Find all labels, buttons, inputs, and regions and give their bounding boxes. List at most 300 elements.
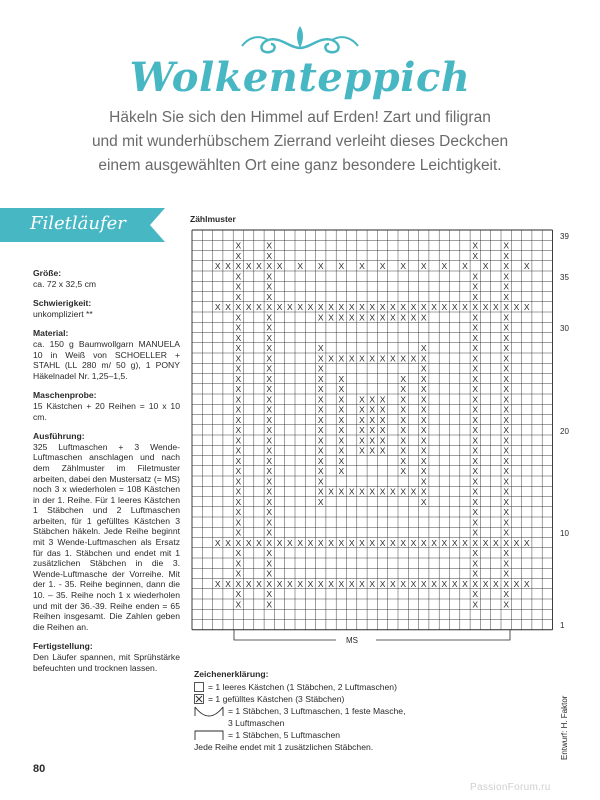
filled-cell: X [359, 353, 365, 364]
filled-cell: X [431, 302, 437, 313]
filled-cell: X [379, 261, 386, 272]
filled-cell: X [235, 353, 242, 364]
page-title: Wolkenteppich [129, 54, 471, 101]
row-number-1: 1 [560, 621, 565, 630]
info-text: Den Läufer spannen, mit Sprühstärke befeuchten und trocknen lassen. [33, 652, 180, 673]
filled-cell: X [369, 578, 376, 589]
filled-cell: X [266, 425, 273, 436]
filled-cell: X [410, 537, 417, 548]
filled-cell: X [400, 353, 406, 364]
info-difficulty [33, 298, 180, 319]
filled-cell: X [523, 302, 530, 313]
filled-cell: X [493, 578, 499, 589]
filled-cell: X [338, 394, 345, 405]
info-text: ca. 72 x 32,5 cm [33, 278, 97, 289]
filled-cell: X [266, 435, 273, 446]
filled-cell: X [348, 537, 355, 548]
filled-cell: X [287, 578, 293, 589]
filled-cell: X [338, 404, 345, 415]
filled-cell: X [235, 445, 242, 456]
filled-cell: X [235, 384, 242, 395]
filled-cell: X [441, 261, 448, 272]
filled-cell: X [503, 578, 509, 589]
filled-cell: X [235, 312, 242, 323]
legend [194, 668, 554, 753]
legend-row-filled [194, 693, 554, 705]
filled-cell: X [503, 281, 509, 292]
filled-cell: X [390, 578, 396, 589]
filled-cell: X [379, 404, 386, 415]
filled-cell: X [338, 537, 345, 548]
info-execution [33, 431, 180, 632]
filled-cell: X [482, 578, 489, 589]
filled-cell: X [266, 240, 273, 251]
filled-cell: X [225, 261, 231, 272]
filled-cell: X [462, 302, 468, 313]
filled-cell: X [420, 578, 427, 589]
filled-cell: X [235, 363, 242, 374]
filled-cell: X [503, 394, 509, 405]
filled-cell: X [338, 384, 345, 395]
filled-cell: X [266, 414, 273, 425]
filled-cell: X [379, 445, 386, 456]
filled-cell: X [379, 394, 386, 405]
filled-cell: X [328, 302, 334, 313]
filled-cell: X [390, 302, 396, 313]
filled-cell: X [328, 537, 334, 548]
filled-cell: X [359, 312, 365, 323]
filled-cell: X [338, 353, 345, 364]
filled-cell: X [225, 537, 231, 548]
filled-cell: X [503, 353, 509, 364]
filled-cell: X [390, 312, 396, 323]
filled-cell: X [472, 476, 479, 487]
instructions-sidebar [33, 268, 180, 682]
filled-cell: X [441, 302, 448, 313]
filled-cell: X [420, 363, 427, 374]
filled-cell: X [420, 425, 427, 436]
filled-cell: X [359, 261, 365, 272]
filled-cell: X [235, 291, 242, 302]
filled-cell: X [235, 332, 242, 343]
filled-cell: X [472, 578, 479, 589]
filled-cell: X [317, 455, 324, 466]
filled-cell: X [420, 476, 427, 487]
filled-cell: X [317, 486, 324, 497]
filled-cell: X [503, 589, 509, 600]
filled-cell: X [369, 486, 376, 497]
filled-cell: X [328, 353, 334, 364]
info-text: 15 Kästchen + 20 Reihen = 10 x 10 cm. [33, 400, 180, 422]
filled-cell: X [379, 425, 386, 436]
filled-cell: X [379, 435, 386, 446]
filled-cell: X [400, 394, 406, 405]
filled-cell: X [338, 578, 345, 589]
filled-cell: X [235, 537, 242, 548]
filled-cell: X [503, 527, 509, 538]
filled-cell: X [462, 537, 468, 548]
row-number-10: 10 [560, 529, 569, 538]
info-text: ca. 150 g Baumwollgarn MANUELA 10 in Weiß von SCHOELLER + STAHL (LL 280 m/ 50 g), 1 PONY Häkelnadel Nr. 1,25–1,5. [33, 338, 180, 381]
intro-line: und mit wunderhübschem Zierrand verleiht dieses Deckchen [91, 133, 509, 150]
filled-cell: X [235, 568, 242, 579]
filled-cell: X [235, 271, 242, 282]
crochet-chart [188, 226, 572, 662]
filled-cell: X [235, 322, 242, 333]
filled-cell: X [317, 373, 324, 384]
filled-cell: X [266, 599, 273, 610]
filled-cell: X [359, 414, 365, 425]
filled-cell: X [390, 537, 396, 548]
filled-cell: X [338, 425, 345, 436]
filled-cell: X [472, 568, 479, 579]
filled-cell: X [482, 302, 489, 313]
filled-cell: X [472, 599, 479, 610]
filled-cell: X [317, 414, 324, 425]
filled-cell: X [472, 548, 479, 559]
filled-cell: X [472, 240, 479, 251]
filled-cell: X [338, 486, 345, 497]
filled-cell: X [266, 476, 273, 487]
filled-cell: X [214, 578, 221, 589]
filled-cell: X [472, 414, 479, 425]
watermark: PassionForum.ru [470, 782, 551, 793]
filled-cell: X [503, 507, 509, 518]
filled-cell: X [317, 404, 324, 415]
filled-cell: X [431, 537, 437, 548]
filled-cell: X [503, 373, 509, 384]
filled-cell: X [410, 302, 417, 313]
filled-cell: X [523, 537, 530, 548]
filled-cell: X [472, 250, 479, 261]
filled-cell: X [503, 384, 509, 395]
filled-cell: X [297, 537, 303, 548]
section-title: Filetläufer [30, 213, 126, 234]
info-heading: Größe: [33, 268, 62, 278]
filled-cell: X [338, 466, 345, 477]
filled-cell: X [287, 302, 293, 313]
filled-cell: X [338, 445, 345, 456]
filled-cell: X [420, 466, 427, 477]
filled-cell: X [482, 537, 489, 548]
filled-cell: X [420, 394, 427, 405]
filled-cell: X [235, 527, 242, 538]
filled-cell: X [472, 281, 479, 292]
filled-cell: X [472, 455, 479, 466]
filled-cell: X [214, 261, 221, 272]
filled-cell: X [328, 312, 334, 323]
filled-cell: X [235, 578, 242, 589]
filled-cell: X [307, 537, 314, 548]
info-heading: Fertigstellung: [33, 641, 93, 652]
intro-line: einem ausgewählten Ort eine ganz besondere Leichtigkeit. [98, 157, 502, 174]
filled-cell: X [317, 445, 324, 456]
filled-cell: X [266, 527, 273, 538]
filled-cell: X [266, 517, 273, 528]
filled-cell: X [379, 537, 386, 548]
filled-cell: X [276, 302, 283, 313]
filled-cell: X [214, 537, 221, 548]
filled-cell: X [338, 302, 345, 313]
ms-label: MS [346, 636, 358, 645]
filled-cell: X [235, 302, 242, 313]
filled-cell: X [266, 302, 273, 313]
legend-text: 3 Luftmaschen [228, 718, 285, 728]
row-number-39: 39 [560, 232, 569, 241]
legend-text: = 1 gefülltes Kästchen (3 Stäbchen) [208, 694, 345, 704]
filled-cell: X [503, 240, 509, 251]
filled-cell: X [235, 548, 242, 559]
filled-cell: X [307, 302, 314, 313]
filled-cell: X [317, 394, 324, 405]
filled-cell: X [359, 578, 365, 589]
filled-cell: X [400, 312, 406, 323]
filled-cell: X [503, 312, 509, 323]
filled-cell: X [472, 271, 479, 282]
legend-row-empty [194, 681, 554, 693]
filled-cell: X [472, 394, 479, 405]
legend-text: = 1 leeres Kästchen (1 Stäbchen, 2 Luftmaschen) [208, 682, 397, 692]
info-finishing [33, 641, 180, 673]
filled-cell: X [420, 404, 427, 415]
filled-cell: X [338, 455, 345, 466]
filled-cell: X [493, 537, 499, 548]
filled-cell: X [266, 578, 273, 589]
filled-cell: X [462, 261, 468, 272]
info-heading: Maschenprobe: [33, 390, 97, 401]
filled-cell: X [503, 517, 509, 528]
filled-cell: X [235, 414, 242, 425]
filled-cell: X [266, 373, 273, 384]
section-banner [0, 208, 165, 242]
filled-cell: X [338, 312, 345, 323]
filled-cell: X [235, 404, 242, 415]
filled-cell: X [503, 486, 509, 497]
filled-cell: X [420, 384, 427, 395]
filled-cell: X [472, 558, 479, 569]
filled-cell: X [420, 486, 427, 497]
filled-cell: X [359, 302, 365, 313]
filled-cell: X [235, 250, 242, 261]
legend-text: = 1 Stäbchen, 3 Luftmaschen, 1 feste Masche, [228, 706, 406, 716]
intro-text [60, 106, 540, 178]
filled-cell: X [369, 394, 376, 405]
filled-cell: X [359, 537, 365, 548]
empty-box-icon [194, 682, 204, 692]
info-gauge [33, 390, 180, 422]
filled-cell: X [390, 353, 396, 364]
filled-cell: X [369, 425, 376, 436]
filled-cell: X [317, 578, 324, 589]
filled-cell: X [266, 455, 273, 466]
filled-cell: X [266, 589, 273, 600]
filled-cell: X [235, 425, 242, 436]
filled-cell: X [297, 261, 303, 272]
filled-cell: X [482, 261, 489, 272]
filled-cell: X [379, 302, 386, 313]
filled-cell: X [235, 394, 242, 405]
info-text: unkompliziert ** [33, 308, 93, 319]
filled-cell: X [348, 486, 355, 497]
filled-cell: X [256, 537, 262, 548]
filled-cell: X [441, 537, 448, 548]
filled-cell: X [235, 486, 242, 497]
filled-cell: X [317, 302, 324, 313]
filled-cell: X [235, 496, 242, 507]
filled-cell: X [451, 537, 458, 548]
legend-heading: Zeichenerklärung: [194, 669, 269, 679]
scroll-ornament-icon [240, 18, 360, 58]
filled-cell: X [317, 353, 324, 364]
filled-cell: X [266, 353, 273, 364]
filled-cell: X [266, 312, 273, 323]
filled-cell: X [256, 578, 262, 589]
filled-cell: X [503, 568, 509, 579]
filled-cell: X [400, 537, 406, 548]
info-material [33, 328, 180, 381]
filled-cell: X [400, 384, 406, 395]
filled-cell: X [472, 353, 479, 364]
filled-cell: X [235, 507, 242, 518]
filled-cell: X [503, 414, 509, 425]
filled-cell: X [400, 435, 406, 446]
filled-cell: X [214, 302, 221, 313]
design-credit: Entwurf: H. Faktor [560, 695, 569, 760]
page-number: 80 [33, 763, 46, 775]
filled-cell: X [472, 343, 479, 354]
filled-cell: X [276, 537, 283, 548]
filled-cell: X [235, 558, 242, 569]
filled-cell: X [297, 578, 303, 589]
filled-cell: X [266, 332, 273, 343]
filled-cell: X [420, 312, 427, 323]
v-stitch-icon [194, 706, 224, 717]
filled-cell: X [493, 302, 499, 313]
bar-stitch-icon [194, 730, 224, 741]
filled-cell: X [503, 343, 509, 354]
filled-cell: X [266, 271, 273, 282]
filled-cell: X [431, 578, 437, 589]
pattern-repeat-bracket [234, 630, 510, 646]
filled-cell: X [379, 353, 386, 364]
filled-cell: X [400, 425, 406, 436]
filled-cell: X [338, 435, 345, 446]
filled-cell: X [472, 332, 479, 343]
filled-cell: X [503, 425, 509, 436]
filled-cell: X [266, 486, 273, 497]
filled-cell: X [359, 404, 365, 415]
filled-cell: X [420, 455, 427, 466]
filled-cell: X [369, 445, 376, 456]
filled-cell: X [245, 261, 252, 272]
filled-cell: X [266, 466, 273, 477]
filled-cell: X [472, 486, 479, 497]
filled-cell: X [317, 384, 324, 395]
filled-cell: X [472, 466, 479, 477]
filled-cell: X [420, 343, 427, 354]
legend-note: Jede Reihe endet mit 1 zusätzlichen Stäbchen. [194, 742, 374, 752]
chart-cells [215, 241, 530, 610]
filled-cell: X [420, 261, 427, 272]
filled-cell: X [472, 537, 479, 548]
filled-cell: X [328, 578, 334, 589]
filled-cell: X [379, 578, 386, 589]
filled-cell: X [266, 507, 273, 518]
filled-cell: X [513, 537, 520, 548]
legend-text: = 1 Stäbchen, 5 Luftmaschen [228, 730, 341, 740]
filled-cell: X [503, 435, 509, 446]
filled-cell: X [472, 373, 479, 384]
filled-cell: X [451, 578, 458, 589]
filled-cell: X [503, 271, 509, 282]
filled-cell: X [400, 445, 406, 456]
filled-cell: X [420, 496, 427, 507]
filled-cell: X [266, 537, 273, 548]
filled-cell: X [317, 476, 324, 487]
filled-cell: X [400, 414, 406, 425]
filled-cell: X [503, 250, 509, 261]
filled-cell: X [503, 322, 509, 333]
filled-cell: X [410, 353, 417, 364]
filled-cell: X [225, 578, 231, 589]
filled-cell: X [503, 558, 509, 569]
filled-cell: X [400, 404, 406, 415]
filled-cell: X [400, 261, 406, 272]
filled-cell: X [245, 537, 252, 548]
filled-cell: X [503, 302, 509, 313]
legend-row-arch [194, 705, 554, 717]
filled-cell: X [503, 548, 509, 559]
row-number-20: 20 [560, 427, 569, 436]
info-text: 325 Luftmaschen + 3 Wende-Luftmaschen anschlagen und nach dem Zählmuster im Filetmuster arbeiten, dabei den Mustersatz (= MS) noch 3 x wiederholen = 108 Kästchen in der 1. Reihe. Für 1 leeres Kästchen 1 Stäbchen und 2 Luftmaschen arbeiten, für 1 gefülltes Kästchen 3 Stäbchen häkeln. Jede Reihe beginnt mit 3 Wende-Luftmaschen als Ersatz für das 1. Stäbchen und endet mit 1 zusätzlichen Stäbchen in die 3. Wende-Luftmasche der Vorreihe. Mit der 1. - 35. Reihe beginnen, dann die 10. – 35. Reihe noch 1 x wiederholen und mit der 36.-39. Reihe enden = 65 Reihen insgesamt. Die Zahlen geben die Reihen an. [33, 441, 180, 632]
filled-cell: X [317, 312, 324, 323]
filled-cell: X [472, 435, 479, 446]
filled-cell: X [317, 435, 324, 446]
filled-cell: X [266, 548, 273, 559]
filled-cell: X [503, 445, 509, 456]
filled-cell: X [410, 578, 417, 589]
filled-cell: X [359, 394, 365, 405]
filled-cell: X [400, 486, 406, 497]
filled-cell: X [256, 302, 262, 313]
filled-cell: X [266, 261, 273, 272]
filled-cell: X [410, 486, 417, 497]
filled-cell: X [266, 250, 273, 261]
filled-cell: X [472, 517, 479, 528]
filled-cell: X [359, 425, 365, 436]
filled-cell: X [235, 476, 242, 487]
row-number-35: 35 [560, 273, 569, 282]
filled-cell: X [472, 445, 479, 456]
filled-cell: X [472, 312, 479, 323]
filled-cell: X [348, 312, 355, 323]
filled-cell: X [420, 445, 427, 456]
filled-cell: X [287, 537, 293, 548]
filled-cell: X [420, 435, 427, 446]
filled-cell: X [369, 353, 376, 364]
filled-box-icon [194, 694, 204, 704]
filled-cell: X [379, 486, 386, 497]
filled-cell: X [503, 332, 509, 343]
filled-cell: X [369, 435, 376, 446]
filled-cell: X [503, 537, 509, 548]
filled-cell: X [451, 302, 458, 313]
filled-cell: X [317, 496, 324, 507]
filled-cell: X [420, 414, 427, 425]
filled-cell: X [266, 445, 273, 456]
filled-cell: X [307, 578, 314, 589]
filled-cell: X [390, 486, 396, 497]
